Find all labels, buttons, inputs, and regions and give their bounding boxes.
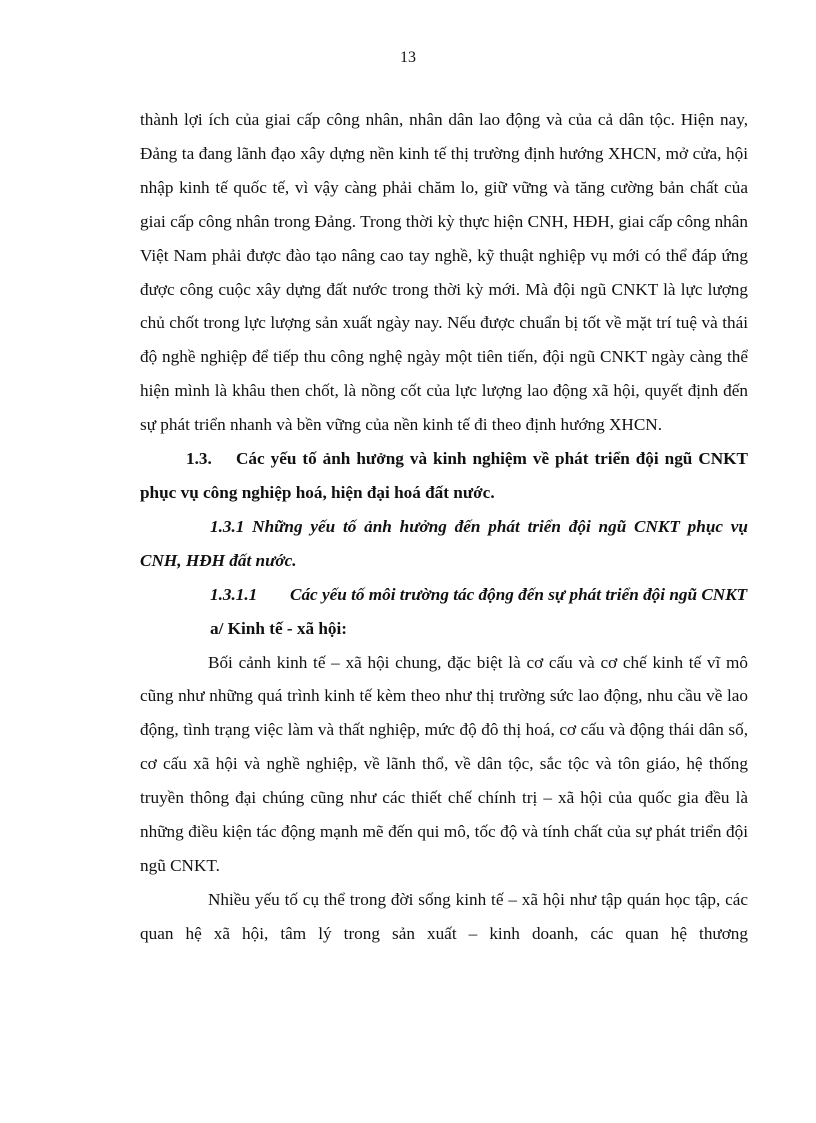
- section-heading: [140, 442, 748, 510]
- subsection-heading: 1.3.1 Những yếu tố ảnh hưởng đến phát triển đội ngũ CNKT phục vụ CNH, HĐH đất nước.: [140, 516, 748, 570]
- many-factors-paragraph: Nhiều yếu tố cụ thể trong đời sống kinh tế – xã hội như tập quán học tập, các quan hệ xã hội, tâm lý trong sản xuất – kinh doanh, các quan hệ thương: [140, 889, 748, 943]
- document-body: [140, 103, 748, 951]
- section-number: 1.3.: [186, 449, 212, 469]
- item-a-heading: a/ Kinh tế - xã hội:: [210, 618, 348, 638]
- section-title: Các yếu tố ảnh hưởng và kinh nghiệm về phát triển đội ngũ CNKT phục vụ công nghiệp hoá, hiện đại hoá đất nước.: [140, 449, 748, 502]
- page-number: 13: [400, 49, 416, 66]
- subsubsection-heading: [140, 578, 748, 612]
- socio-context-paragraph: Bối cảnh kinh tế – xã hội chung, đặc biệt là cơ cấu và cơ chế kinh tế vĩ mô cũng như những quá trình kinh tế kèm theo như thị trường sức lao động, nhu cầu về lao động, tình trạng việc làm và thất nghiệp, mức độ đô thị hoá, cơ cấu và động thái dân số, cơ cấu xã hội và nghề nghiệp, về lãnh thổ, về dân tộc, sắc tộc và tôn giáo, hệ thống truyền thông đại chúng cũng như các thiết chế chính trị – xã hội của quốc gia đều là những điều kiện tác động mạnh mẽ đến qui mô, tốc độ và tính chất của sự phát triển đội ngũ CNKT.: [140, 652, 748, 875]
- subsubsection-title: Các yếu tố môi trường tác động đến sự phát triển đội ngũ CNKT: [290, 584, 748, 604]
- intro-paragraph: thành lợi ích của giai cấp công nhân, nhân dân lao động và của cả dân tộc. Hiện nay, Đảng ta đang lãnh đạo xây dựng nền kinh tế thị trường định hướng XHCN, mở cửa, hội nhập kinh tế quốc tế, vì vậy càng phải chăm lo, giữ vững và tăng cường bản chất của giai cấp công nhân trong Đảng. Trong thời kỳ thực hiện CNH, HĐH, giai cấp công nhân Việt Nam phải được đào tạo nâng cao tay nghề, kỹ thuật nghiệp vụ mới có thể đáp ứng được công cuộc xây dựng đất nước trong thời kỳ mới. Mà đội ngũ CNKT là lực lượng chủ chốt trong lực lượng sản xuất ngày nay. Nếu được chuẩn bị tốt về mặt trí tuệ và thái độ nghề nghiệp để tiếp thu công nghệ ngày một tiên tiến, đội ngũ CNKT ngày càng thể hiện mình là khâu then chốt, là nồng cốt của lực lượng lao động xã hội, quyết định đến sự phát triển nhanh và bền vững của nền kinh tế đi theo định hướng XHCN.: [140, 110, 748, 435]
- subsubsection-number: 1.3.1.1: [210, 584, 258, 604]
